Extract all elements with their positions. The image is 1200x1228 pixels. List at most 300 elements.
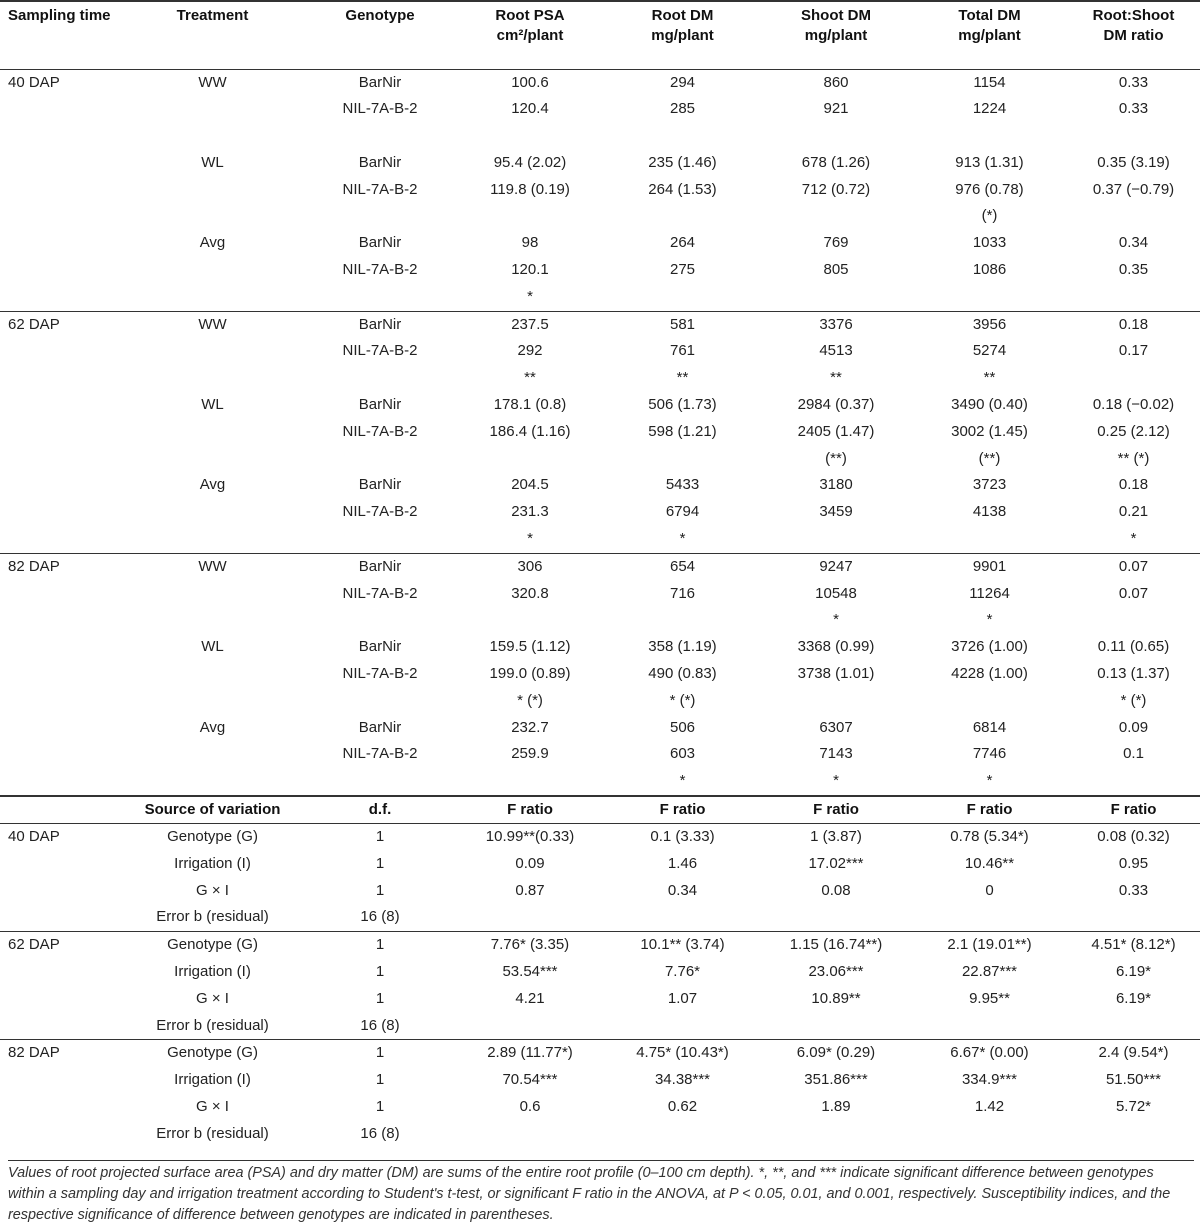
anova-cell	[0, 1094, 120, 1121]
table-cell: 237.5	[455, 311, 605, 338]
table-cell: 6794	[665, 503, 700, 521]
table-cell: 598 (1.21)	[648, 422, 717, 440]
anova-cell: Irrigation (I)	[174, 854, 251, 872]
table-cell: Avg	[199, 718, 226, 736]
table-cell	[120, 123, 305, 150]
table-cell: Avg	[199, 476, 226, 494]
table-cell: 10548	[815, 584, 857, 602]
table-cell: 3738 (1.01)	[797, 665, 875, 683]
table-row	[0, 257, 1200, 284]
table-cell: BarNir	[305, 553, 455, 580]
anova-cell: 4.21	[515, 989, 545, 1007]
anova-cell: 1.42	[974, 1097, 1005, 1115]
anova-cell	[605, 1013, 760, 1040]
table-cell	[0, 607, 120, 634]
anova-cell	[0, 959, 120, 986]
table-cell: 3368 (0.99)	[797, 638, 875, 656]
table-cell	[120, 257, 305, 284]
table-cell	[760, 526, 912, 553]
table-cell: 98	[521, 234, 539, 252]
table-cell: 0.09	[1118, 718, 1149, 736]
table-row	[0, 203, 1200, 230]
table-cell: 0.34	[1118, 234, 1149, 252]
anova-cell: 22.87***	[961, 963, 1018, 980]
table-cell	[305, 203, 455, 230]
anova-cell: 51.50***	[1105, 1071, 1162, 1089]
table-cell: 654	[605, 553, 760, 580]
anova-cell: 23.06***	[808, 963, 864, 980]
table-cell	[455, 203, 605, 230]
table-cell	[455, 768, 605, 796]
table-cell	[120, 365, 305, 392]
table-cell: 0.1	[1123, 745, 1144, 763]
table-row	[0, 177, 1200, 204]
anova-cell: 6.19*	[1115, 989, 1152, 1007]
anova-cell: 1	[375, 1044, 385, 1062]
anova-cell: 34.38***	[654, 1071, 711, 1089]
table-cell: *	[1130, 530, 1137, 548]
table-cell: 712 (0.72)	[801, 180, 871, 198]
table-cell: 0.35 (3.19)	[1097, 153, 1170, 171]
table-cell: 0.07	[1067, 553, 1200, 580]
table-cell	[0, 419, 120, 446]
table-row	[0, 768, 1200, 796]
anova-cell	[0, 1121, 120, 1148]
table-cell: NIL-7A-B-2	[342, 261, 418, 279]
table-cell	[0, 688, 120, 715]
table-cell: 320.8	[511, 584, 549, 602]
table-cell: 3723	[972, 476, 1007, 494]
table-cell	[120, 661, 305, 688]
table-cell: (**)	[825, 449, 847, 467]
table-cell: *	[833, 772, 839, 790]
header-total-dm: Total DM mg/plant	[912, 1, 1067, 69]
table-cell	[1067, 607, 1200, 634]
table-cell	[0, 768, 120, 796]
anova-cell	[912, 904, 1067, 931]
table-cell: 921	[823, 100, 849, 118]
anova-cell	[0, 1013, 120, 1040]
table-cell	[605, 123, 760, 150]
table-cell	[120, 284, 305, 311]
table-cell	[0, 634, 120, 661]
table-cell: * (*)	[517, 691, 543, 709]
anova-cell	[1067, 1013, 1200, 1040]
table-cell	[305, 607, 455, 634]
anova-row	[0, 986, 1200, 1013]
anova-cell: 4.51* (8.12*)	[1091, 936, 1176, 954]
table-cell: 0.17	[1118, 342, 1149, 360]
table-cell: 3956	[912, 311, 1067, 338]
table-cell: 159.5 (1.12)	[489, 638, 571, 656]
table-cell: 3490 (0.40)	[951, 396, 1028, 414]
table-cell: 1033	[972, 234, 1007, 252]
table-row	[0, 715, 1200, 742]
anova-row	[0, 1040, 1200, 1067]
anova-cell	[912, 1013, 1067, 1040]
anova-cell: G × I	[196, 1097, 229, 1115]
table-cell: 3002 (1.45)	[951, 422, 1028, 440]
table-cell: 264	[669, 234, 696, 252]
table-cell	[1067, 203, 1200, 230]
header-treatment: Treatment	[120, 1, 305, 69]
table-cell	[605, 284, 760, 311]
anova-header-cell: F ratio	[455, 796, 605, 824]
table-cell: 1154	[973, 73, 1006, 91]
anova-cell	[455, 904, 605, 931]
anova-cell: 0.08 (0.32)	[1097, 828, 1170, 846]
table-cell	[0, 472, 120, 499]
table-cell: 264 (1.53)	[648, 180, 717, 198]
table-cell	[120, 768, 305, 796]
table-row	[0, 338, 1200, 365]
anova-cell: 6.19*	[1115, 963, 1152, 980]
table-cell: **	[676, 369, 689, 387]
table-row	[0, 150, 1200, 177]
anova-row	[0, 1067, 1200, 1094]
table-cell: 0.13 (1.37)	[1097, 665, 1170, 683]
table-cell: 1224	[972, 100, 1007, 118]
table-cell: *	[527, 287, 533, 305]
anova-cell: 2.89 (11.77*)	[487, 1044, 573, 1062]
anova-cell: G × I	[196, 881, 229, 899]
table-cell: 761	[669, 342, 696, 360]
table-cell: 4513	[819, 342, 853, 360]
table-cell	[305, 365, 455, 392]
table-cell: BarNir	[358, 718, 402, 736]
anova-cell: 0.33	[1118, 881, 1149, 899]
table-row	[0, 526, 1200, 553]
anova-cell: 1.89	[821, 1097, 851, 1115]
table-cell	[305, 123, 455, 150]
table-cell	[0, 526, 120, 553]
table-cell	[120, 526, 305, 553]
table-cell: 5274	[972, 342, 1007, 360]
table-cell: 9247	[760, 553, 912, 580]
anova-cell: 16 (8)	[360, 1124, 400, 1142]
table-cell: 860	[823, 73, 849, 91]
table-row	[0, 661, 1200, 688]
table-cell: 9901	[912, 553, 1067, 580]
table-cell: 95.4 (2.02)	[493, 153, 567, 171]
table-row	[0, 311, 1200, 338]
table-row	[0, 741, 1200, 768]
table-cell: 6307	[819, 718, 853, 736]
anova-row	[0, 904, 1200, 931]
table-cell	[0, 203, 120, 230]
anova-cell: 1.07	[667, 989, 698, 1007]
table-cell	[120, 96, 305, 123]
table-cell: BarNir	[358, 396, 402, 414]
table-cell	[0, 499, 120, 526]
table-cell: 3180	[819, 476, 853, 494]
table-cell: WL	[201, 153, 224, 171]
table-cell: 506 (1.73)	[648, 396, 717, 414]
anova-cell: 1	[375, 936, 385, 954]
anova-header-cell	[0, 796, 120, 824]
anova-cell: 0.1 (3.33)	[650, 828, 715, 846]
anova-cell: Genotype (G)	[167, 1044, 258, 1062]
table-cell: 0.07	[1118, 584, 1149, 602]
table-cell	[455, 123, 605, 150]
table-cell: 82 DAP	[0, 553, 120, 580]
anova-cell: 351.86***	[804, 1071, 868, 1089]
anova-cell: 10.89**	[811, 989, 861, 1007]
table-cell: **	[983, 369, 996, 387]
table-cell: 678 (1.26)	[801, 153, 871, 171]
table-cell: 3459	[819, 503, 853, 521]
table-cell: 0.18	[1118, 476, 1149, 494]
table-cell	[120, 741, 305, 768]
table-cell: 40 DAP	[8, 73, 60, 91]
anova-cell: 16 (8)	[305, 1013, 455, 1040]
table-cell	[0, 392, 120, 419]
anova-cell: 4.75* (10.43*)	[636, 1044, 729, 1062]
table-cell	[760, 284, 912, 311]
anova-cell: 1.15 (16.74**)	[789, 936, 883, 954]
header-root-psa: Root PSA cm²/plant	[455, 1, 605, 69]
table-cell	[120, 607, 305, 634]
anova-header-cell: F ratio	[605, 796, 760, 824]
table-row	[0, 472, 1200, 499]
table-cell: 7746	[972, 745, 1007, 763]
table-cell	[1067, 284, 1200, 311]
table-cell: BarNir	[358, 638, 402, 656]
table-cell: 294	[669, 73, 696, 91]
table-cell: 581	[605, 311, 760, 338]
anova-header-cell: d.f.	[305, 796, 455, 824]
anova-cell	[1067, 1121, 1200, 1148]
table-cell	[1067, 123, 1200, 150]
anova-cell: G × I	[196, 989, 229, 1007]
header-root-dm: Root DM mg/plant	[605, 1, 760, 69]
table-cell	[305, 768, 455, 796]
table-cell: 232.7	[511, 718, 549, 736]
table-cell: 204.5	[511, 476, 549, 494]
table-row	[0, 499, 1200, 526]
table-cell: 0.33	[1118, 100, 1149, 118]
table-cell: 805	[823, 261, 849, 279]
table-cell: 4228 (1.00)	[951, 665, 1028, 683]
anova-cell: Error b (residual)	[156, 1124, 269, 1142]
anova-cell	[455, 1121, 605, 1148]
anova-row	[0, 878, 1200, 905]
table-cell	[760, 203, 912, 230]
table-cell: NIL-7A-B-2	[342, 584, 418, 602]
table-cell: * (*)	[1120, 691, 1147, 709]
table-cell	[120, 688, 305, 715]
anova-cell: Irrigation (I)	[174, 1071, 251, 1089]
anova-row	[0, 1094, 1200, 1121]
anova-cell: 2.4 (9.54*)	[1098, 1044, 1169, 1062]
anova-cell: 17.02***	[808, 854, 864, 872]
table-cell: 913 (1.31)	[955, 153, 1024, 171]
table-cell: 285	[669, 100, 696, 118]
anova-cell: 53.54***	[502, 963, 558, 980]
table-cell: BarNir	[358, 234, 402, 252]
table-cell: 0.25 (2.12)	[1097, 422, 1170, 440]
anova-cell: 40 DAP	[8, 828, 60, 846]
table-cell	[120, 338, 305, 365]
table-cell	[0, 230, 120, 257]
header-sampling-time: Sampling time	[0, 1, 120, 69]
header-shoot-dm: Shoot DM mg/plant	[760, 1, 912, 69]
table-cell: NIL-7A-B-2	[342, 100, 418, 118]
anova-cell	[0, 904, 120, 931]
table-cell: 6814	[972, 718, 1007, 736]
table-cell	[912, 284, 1067, 311]
anova-cell: 82 DAP	[8, 1044, 60, 1062]
anova-row	[0, 959, 1200, 986]
table-cell: 292	[517, 342, 543, 360]
table-cell: *	[527, 530, 533, 548]
anova-cell: 0.34	[667, 881, 698, 899]
table-cell: *	[986, 611, 993, 629]
anova-cell: 0	[985, 881, 994, 899]
header-genotype: Genotype	[305, 1, 455, 69]
table-cell	[305, 688, 455, 715]
table-cell	[0, 715, 120, 742]
table-cell	[0, 257, 120, 284]
anova-cell: Error b (residual)	[120, 1013, 305, 1040]
anova-cell: 0.95	[1118, 854, 1149, 872]
anova-header-row	[0, 796, 1200, 824]
table-cell: 0.11 (0.65)	[1097, 638, 1170, 656]
table-cell: (*)	[981, 207, 998, 225]
table-cell: 769	[823, 234, 849, 252]
anova-cell: 7.76* (3.35)	[490, 936, 570, 954]
anova-cell: Genotype (G)	[167, 936, 258, 954]
anova-cell: 10.46**	[964, 854, 1015, 872]
table-cell: 0.21	[1118, 503, 1149, 521]
table-row	[0, 553, 1200, 580]
table-cell: 3726 (1.00)	[951, 638, 1028, 656]
table-row	[0, 123, 1200, 150]
anova-cell: 10.99**(0.33)	[485, 828, 575, 846]
anova-cell: 5.72*	[1115, 1097, 1152, 1115]
table-row	[0, 284, 1200, 311]
anova-cell	[0, 851, 120, 878]
table-cell: WW	[120, 553, 305, 580]
table-cell: BarNir	[305, 311, 455, 338]
anova-cell: 334.9***	[961, 1071, 1018, 1089]
anova-cell	[1067, 904, 1200, 931]
table-cell	[912, 526, 1067, 553]
table-cell: 0.33	[1118, 73, 1149, 91]
table-cell	[0, 284, 120, 311]
table-row	[0, 365, 1200, 392]
table-cell: 358 (1.19)	[648, 638, 717, 656]
table-cell: 275	[669, 261, 696, 279]
anova-header-cell: Source of variation	[120, 796, 305, 824]
table-cell	[0, 446, 120, 473]
table-cell: 0.37 (−0.79)	[1092, 180, 1175, 198]
anova-cell	[760, 1013, 912, 1040]
anova-cell: 16 (8)	[305, 904, 455, 931]
table-cell: WW	[120, 311, 305, 338]
table-cell: 100.6	[511, 73, 549, 91]
table-cell	[120, 499, 305, 526]
anova-cell: 1	[375, 963, 385, 980]
table-cell: NIL-7A-B-2	[342, 180, 418, 198]
table-cell	[0, 123, 120, 150]
anova-cell: 0.6	[519, 1097, 541, 1115]
table-cell	[0, 338, 120, 365]
table-cell	[0, 581, 120, 608]
table-cell: 5433	[665, 476, 700, 494]
table-cell: 62 DAP	[0, 311, 120, 338]
table-cell: 2984 (0.37)	[797, 396, 875, 414]
table-cell: 199.0 (0.89)	[489, 665, 571, 683]
table-cell: NIL-7A-B-2	[342, 745, 418, 763]
anova-cell	[605, 904, 760, 931]
anova-cell: 0.87	[515, 881, 545, 899]
anova-header-cell: F ratio	[912, 796, 1067, 824]
anova-cell	[0, 986, 120, 1013]
table-cell	[1067, 768, 1200, 796]
table-cell	[120, 581, 305, 608]
table-cell: * (*)	[669, 691, 696, 709]
table-cell: 1086	[972, 261, 1007, 279]
anova-row	[0, 851, 1200, 878]
table-row	[0, 581, 1200, 608]
table-cell	[760, 123, 912, 150]
anova-cell: Error b (residual)	[120, 904, 305, 931]
anova-cell: 6.09* (0.29)	[796, 1044, 876, 1062]
anova-header-cell: F ratio	[1067, 796, 1200, 824]
anova-cell: 0.78 (5.34*)	[950, 828, 1029, 846]
table-cell: 490 (0.83)	[648, 665, 717, 683]
table-cell	[0, 661, 120, 688]
anova-cell: Genotype (G)	[167, 828, 258, 846]
table-cell	[305, 526, 455, 553]
table-cell: 7143	[819, 745, 853, 763]
anova-cell: 2.1 (19.01**)	[947, 936, 1032, 954]
table-cell: 0.35	[1118, 261, 1149, 279]
anova-cell	[455, 1013, 605, 1040]
anova-cell: 1.46	[667, 854, 698, 872]
table-cell	[120, 177, 305, 204]
table-cell: BarNir	[358, 476, 402, 494]
anova-cell: 62 DAP	[8, 936, 60, 954]
table-row	[0, 607, 1200, 634]
anova-cell	[912, 1121, 1067, 1148]
table-cell: 0.18	[1067, 311, 1200, 338]
table-cell	[912, 123, 1067, 150]
anova-cell: 1	[375, 1097, 385, 1115]
table-cell: 11264	[969, 584, 1010, 602]
table-cell: BarNir	[358, 73, 402, 91]
table-cell	[120, 446, 305, 473]
anova-row	[0, 1013, 1200, 1040]
table-header-row	[0, 1, 1200, 69]
table-cell	[605, 607, 760, 634]
table-cell: 178.1 (0.8)	[493, 396, 567, 414]
table-cell	[0, 96, 120, 123]
table-cell	[0, 741, 120, 768]
table-cell: 120.4	[511, 100, 549, 118]
table-cell	[0, 177, 120, 204]
table-row	[0, 69, 1200, 96]
anova-row	[0, 1121, 1200, 1148]
table-cell	[760, 688, 912, 715]
table-cell: 4138	[972, 503, 1007, 521]
table-cell: WW	[198, 73, 227, 91]
table-row	[0, 230, 1200, 257]
anova-cell	[0, 1067, 120, 1094]
table-cell	[1067, 365, 1200, 392]
table-cell	[605, 203, 760, 230]
